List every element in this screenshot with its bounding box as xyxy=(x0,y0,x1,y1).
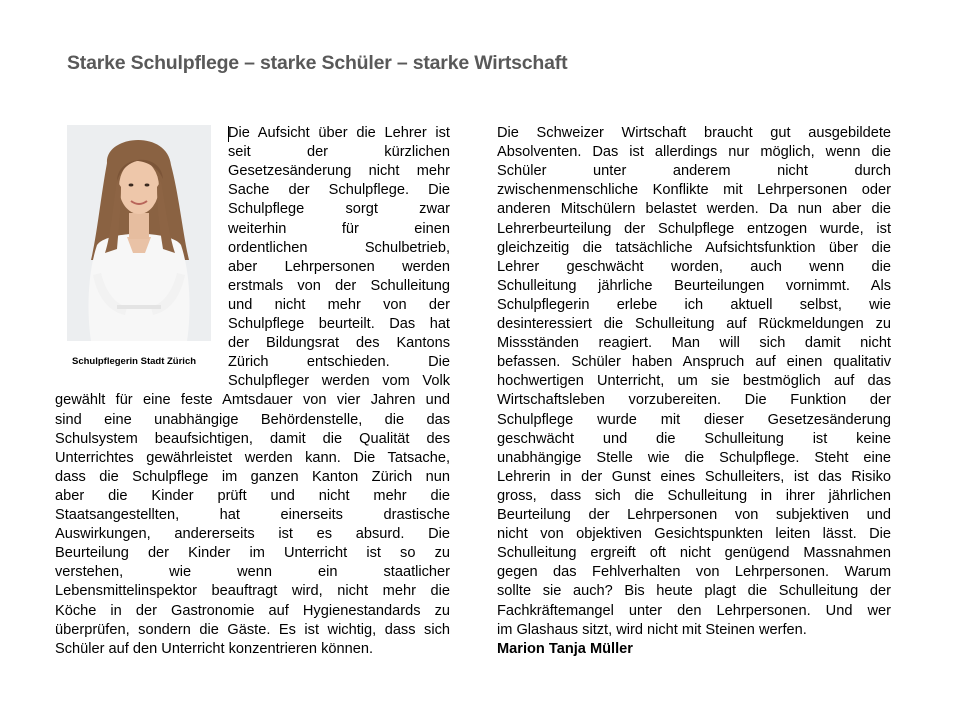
text-line: gewählt für eine feste Amtsdauer von vier Jahren und xyxy=(55,392,450,409)
text-line: Lehrerbeurteilung der Schulpflege entzogen wurde, ist xyxy=(497,220,891,237)
text-line: Beurteilung der Lehrpersonen von subjektiven und xyxy=(497,507,891,523)
text-line: gleichzeitig die tatsächliche Aufsichtsfunktion über die xyxy=(497,239,891,256)
text-line: Schulpflegerin erlebe ich aktuell selbst, wie xyxy=(497,296,891,313)
photo-caption: Schulpflegerin Stadt Zürich xyxy=(72,356,197,367)
text-line: Fachkräftemangel unter den Lehrpersonen. Und wer xyxy=(497,602,891,619)
text-line: Lehrerin in der Gunst eines Schulleiters, ist das Risiko xyxy=(497,468,891,485)
text-line: überprüfen, sondern die Gäste. Es ist wichtig, dass sich xyxy=(55,621,450,638)
text-line: Missständen reagiert. Man will sich damit nicht xyxy=(497,335,891,352)
text-line: weiterhin für einen xyxy=(228,220,450,237)
text-line: Sache der Schulpflege. Die xyxy=(228,182,450,199)
text-line: Schulsystem beaufsichtigen, damit die Qualität des xyxy=(55,430,450,447)
text-line: Die Aufsicht über die Lehrer ist xyxy=(228,125,450,141)
text-line: Zürich entschieden. Die xyxy=(228,354,450,371)
author-signature: Marion Tanja Müller xyxy=(497,640,633,657)
text-line: Die Schweizer Wirtschaft braucht gut ausgebildete xyxy=(497,125,891,141)
text-line: befassen. Schüler haben Anspruch auf einen qualitativ xyxy=(497,354,891,371)
text-line: desinteressiert die Schulleitung auf Rückmeldungen zu xyxy=(497,316,891,332)
text-line: geschwächt und die Schulleitung ist keine xyxy=(497,430,891,447)
text-line: anderen Mitschülern belastet werden. Da nun aber die xyxy=(497,201,891,218)
text-line: und nicht mehr von der xyxy=(228,296,450,313)
text-line: sollte sie auch? Bis heute plagt die Schulleitung der xyxy=(497,583,891,600)
text-line: Köche in der Gastronomie auf Hygienestandards zu xyxy=(55,602,450,619)
text-line: aber die Kinder prüft und nicht mehr die xyxy=(55,487,450,504)
text-line: Schulpflege sorgt zwar xyxy=(228,201,450,218)
text-line: nicht von objektiven Gesichtspunkten leiten lässt. Die xyxy=(497,526,891,543)
text-line: Schüler auf den Unterricht konzentrieren können. xyxy=(55,640,374,657)
text-line: ordentlichen Schulbetrieb, xyxy=(228,239,450,256)
portrait-photo xyxy=(67,125,211,341)
text-line: Gesetzesänderung nicht mehr xyxy=(228,163,450,180)
text-line: Auswirkungen, andererseits ist es absurd. Die xyxy=(55,526,450,543)
text-line: Schulpflege wurde mit dieser Gesetzesänderung xyxy=(497,411,891,428)
article-title: Starke Schulpflege – starke Schüler – starke Wirtschaft xyxy=(67,52,568,74)
text-line: Schulpflege beurteilt. Das hat xyxy=(228,316,450,332)
text-line: dass die Schulpflege im ganzen Kanton Zürich nun xyxy=(55,468,450,485)
text-line: zwischenmenschliche Konflikte mit Lehrpersonen oder xyxy=(497,182,891,199)
text-line: der Bildungsrat des Kantons xyxy=(228,335,450,352)
text-line: gegen das Fehlverhalten von Lehrpersonen. Warum xyxy=(497,564,891,581)
portrait-illustration xyxy=(67,125,211,341)
text-line: unabhängige Stelle wie die Schulpflege. Steht eine xyxy=(497,449,891,466)
text-line: Schulleitung jährliche Beurteilungen vornimmt. Als xyxy=(497,277,891,294)
text-line: Wirtschaftsleben vorzubereiten. Die Funktion der xyxy=(497,392,891,409)
text-line: Schulpfleger werden vom Volk xyxy=(228,373,450,390)
text-line: sind eine unabhängige Behördenstelle, die das xyxy=(55,411,450,428)
text-line: Lebensmittelinspektor beauftragt wird, nicht mehr die xyxy=(55,583,450,600)
text-line: Beurteilung der Kinder im Unterricht ist so zu xyxy=(55,545,450,562)
text-line: seit der kürzlichen xyxy=(228,144,450,161)
text-line: aber Lehrpersonen werden xyxy=(228,258,450,275)
text-line: Unterrichtes gewährleistet werden kann. Die Tatsache, xyxy=(55,449,450,466)
text-line: Schüler unter anderem nicht durch xyxy=(497,163,891,180)
text-line: erstmals von der Schulleitung xyxy=(228,277,450,294)
text-line: Staatsangestellten, hat einerseits drastische xyxy=(55,507,450,523)
text-line: gross, dass sich die Schulleitung in ihrer jährlichen xyxy=(497,487,891,504)
text-line: Absolventen. Das ist allerdings nur möglich, wenn die xyxy=(497,144,891,161)
text-line: im Glashaus sitzt, wird nicht mit Steinen werfen. xyxy=(497,621,807,638)
text-line: Lehrer geschwächt worden, auch wenn die xyxy=(497,258,891,275)
text-line: verstehen, wie wenn ein staatlicher xyxy=(55,564,450,581)
text-line: Schulleitung ergreift oft nicht genügend Massnahmen xyxy=(497,545,891,562)
text-line: hochwertigen Unterricht, um sie bestmöglich auf das xyxy=(497,373,891,390)
